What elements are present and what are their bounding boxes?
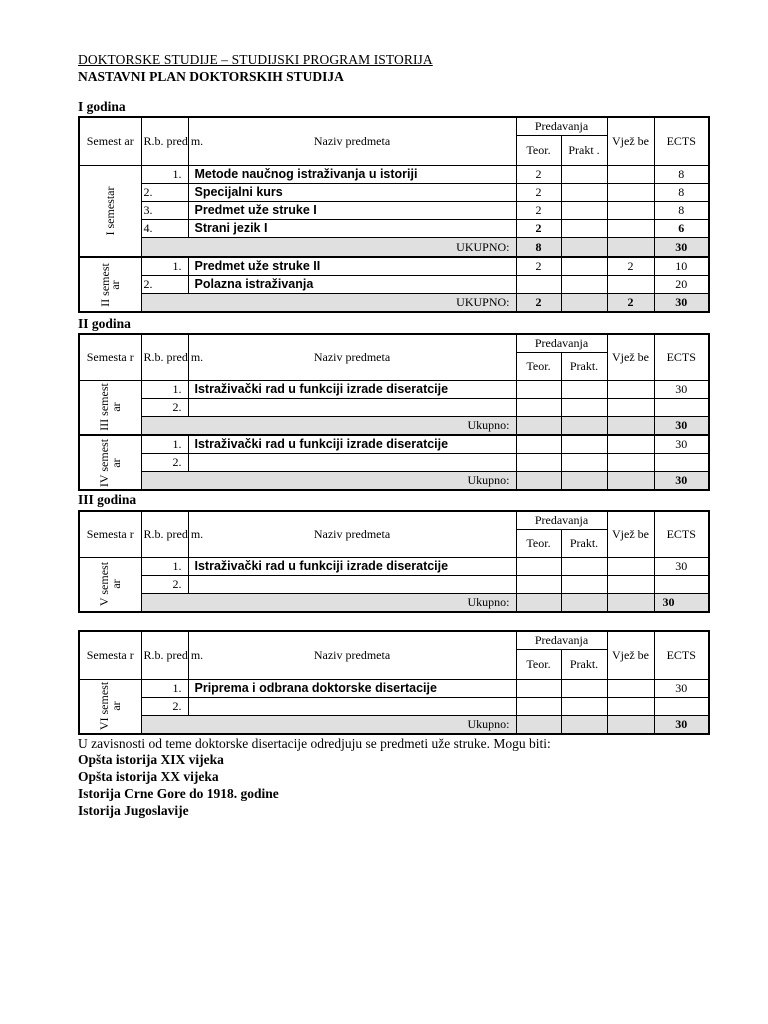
header-rb: R.b. pred m.: [141, 117, 188, 165]
sum-ects: 30: [654, 471, 709, 490]
table-row: [79, 557, 709, 575]
sum-row: [79, 416, 709, 435]
table-row: [79, 165, 709, 183]
sum-teor: 8: [516, 237, 561, 257]
ects-value: 8: [654, 201, 709, 219]
semester-label-2: II semest ar: [79, 257, 141, 312]
header-rb: R.b. pred m.: [141, 511, 188, 557]
subject-name: Istraživački rad u funkciji izrade diseratcije: [188, 380, 516, 398]
subject-name: Specijalni kurs: [188, 183, 516, 201]
footer-subject: Opšta istorija XX vijeka: [78, 769, 219, 784]
footer-subject: Istorija Jugoslavije: [78, 803, 189, 818]
ects-value: 30: [654, 679, 709, 697]
semester-label-5: V semest ar: [79, 557, 141, 612]
header-rb: R.b. pred m.: [141, 631, 188, 679]
header-prakt: Prakt.: [561, 649, 607, 679]
header-teor: Teor.: [516, 135, 561, 165]
table-row: [79, 380, 709, 398]
header-vjezbe: Vjež be: [607, 511, 654, 557]
row-number: 1.: [141, 557, 188, 575]
table-row: [79, 697, 709, 715]
sum-ects: 30: [654, 715, 709, 734]
subject-name: Predmet uže struke II: [188, 257, 516, 275]
sum-ects: 30: [654, 593, 709, 612]
header-predavanja: Predavanja: [516, 334, 607, 352]
header-predavanja: Predavanja: [516, 117, 607, 135]
header-naziv: Naziv predmeta: [188, 117, 516, 165]
header-prakt: Prakt.: [561, 529, 607, 557]
header-prakt: Prakt .: [561, 135, 607, 165]
ects-value: [654, 697, 709, 715]
sum-ects: 30: [654, 416, 709, 435]
row-number: 4.: [141, 219, 188, 237]
teor-value: 2: [516, 219, 561, 237]
subject-name: Predmet uže struke I: [188, 201, 516, 219]
ects-value: [654, 575, 709, 593]
subject-name: [188, 398, 516, 416]
header-prakt: Prakt.: [561, 352, 607, 380]
sum-label: Ukupno:: [141, 471, 516, 490]
footer-subject: Opšta istorija XIX vijeka: [78, 752, 224, 767]
semester-label-6: VI semest ar: [79, 679, 141, 734]
ects-value: 6: [654, 219, 709, 237]
row-number: 2.: [141, 275, 188, 293]
year-2-heading: II godina: [78, 316, 131, 331]
row-number: 1.: [141, 380, 188, 398]
ects-value: 10: [654, 257, 709, 275]
year-1-heading: I godina: [78, 99, 126, 114]
sum-vjezbe: 2: [607, 293, 654, 312]
sum-row: [79, 293, 709, 312]
teor-value: 2: [516, 165, 561, 183]
year-3-heading: III godina: [78, 492, 137, 507]
header-teor: Teor.: [516, 649, 561, 679]
table-row: [79, 183, 709, 201]
header-teor: Teor.: [516, 529, 561, 557]
semester-label-1: I semestar: [79, 165, 141, 257]
ects-value: 20: [654, 275, 709, 293]
header-ects: ECTS: [654, 117, 709, 165]
subject-name: [188, 697, 516, 715]
header-ects: ECTS: [654, 511, 709, 557]
subject-name: [188, 575, 516, 593]
sum-row: [79, 715, 709, 734]
sum-label: Ukupno:: [141, 593, 516, 612]
ects-value: [654, 398, 709, 416]
vjezbe-value: 2: [607, 257, 654, 275]
row-number: 1.: [141, 679, 188, 697]
row-number: 2.: [141, 453, 188, 471]
sum-row: [79, 471, 709, 490]
header-semestar: Semesta r: [79, 334, 141, 380]
teor-value: 2: [516, 201, 561, 219]
subject-name: Istraživački rad u funkciji izrade diseratcije: [188, 435, 516, 453]
table-row: [79, 201, 709, 219]
sum-label: Ukupno:: [141, 715, 516, 734]
row-number: 1.: [141, 435, 188, 453]
document-subtitle: NASTAVNI PLAN DOKTORSKIH STUDIJA: [78, 69, 344, 84]
subject-name: [188, 453, 516, 471]
table-row: [79, 679, 709, 697]
header-vjezbe: Vjež be: [607, 631, 654, 679]
header-semestar: Semest ar: [79, 117, 141, 165]
table-semester-6: [78, 630, 710, 735]
table-row: [79, 257, 709, 275]
row-number: 1.: [141, 165, 188, 183]
sum-label: Ukupno:: [141, 416, 516, 435]
header-predavanja: Predavanja: [516, 631, 607, 649]
table-row: [79, 575, 709, 593]
footer-subject: Istorija Crne Gore do 1918. godine: [78, 786, 279, 801]
table-row: [79, 398, 709, 416]
subject-name: Metode naučnog istraživanja u istoriji: [188, 165, 516, 183]
header-naziv: Naziv predmeta: [188, 631, 516, 679]
header-semestar: Semesta r: [79, 511, 141, 557]
ects-value: 8: [654, 183, 709, 201]
subject-name: Strani jezik I: [188, 219, 516, 237]
table-row: [79, 275, 709, 293]
subject-name: Priprema i odbrana doktorske disertacije: [188, 679, 516, 697]
row-number: 1.: [141, 257, 188, 275]
row-number: 3.: [141, 201, 188, 219]
header-ects: ECTS: [654, 631, 709, 679]
sum-row: [79, 237, 709, 257]
ects-value: 30: [654, 435, 709, 453]
table-year-1: [78, 116, 710, 313]
header-predavanja: Predavanja: [516, 511, 607, 529]
table-row: [79, 435, 709, 453]
table-year-2: [78, 333, 710, 491]
sum-row: [79, 593, 709, 612]
semester-label-4: IV semest ar: [79, 435, 141, 490]
semester-label-3: III semest ar: [79, 380, 141, 435]
header-semestar: Semesta r: [79, 631, 141, 679]
ects-value: 30: [654, 557, 709, 575]
ects-value: 8: [654, 165, 709, 183]
sum-ects: 30: [654, 237, 709, 257]
row-number: 2.: [141, 697, 188, 715]
sum-ects: 30: [654, 293, 709, 312]
header-naziv: Naziv predmeta: [188, 511, 516, 557]
sum-teor: 2: [516, 293, 561, 312]
ects-value: 30: [654, 380, 709, 398]
header-vjezbe: Vjež be: [607, 117, 654, 165]
row-number: 2.: [141, 398, 188, 416]
header-teor: Teor.: [516, 352, 561, 380]
header-rb: R.b. pred m.: [141, 334, 188, 380]
table-row: [79, 453, 709, 471]
row-number: 2.: [141, 575, 188, 593]
header-vjezbe: Vjež be: [607, 334, 654, 380]
row-number: 2.: [141, 183, 188, 201]
sum-label: UKUPNO:: [141, 293, 516, 312]
subject-name: Istraživački rad u funkciji izrade diseratcije: [188, 557, 516, 575]
table-row: [79, 219, 709, 237]
document-title: DOKTORSKE STUDIJE – STUDIJSKI PROGRAM ISTORIJA: [78, 52, 433, 67]
header-naziv: Naziv predmeta: [188, 334, 516, 380]
sum-label: UKUPNO:: [141, 237, 516, 257]
table-year-3: [78, 510, 710, 613]
header-ects: ECTS: [654, 334, 709, 380]
footer-intro: U zavisnosti od teme doktorske disertacije odredjuju se predmeti uže struke. Mogu biti:: [78, 736, 551, 751]
teor-value: 2: [516, 257, 561, 275]
teor-value: 2: [516, 183, 561, 201]
ects-value: [654, 453, 709, 471]
subject-name: Polazna istraživanja: [188, 275, 516, 293]
